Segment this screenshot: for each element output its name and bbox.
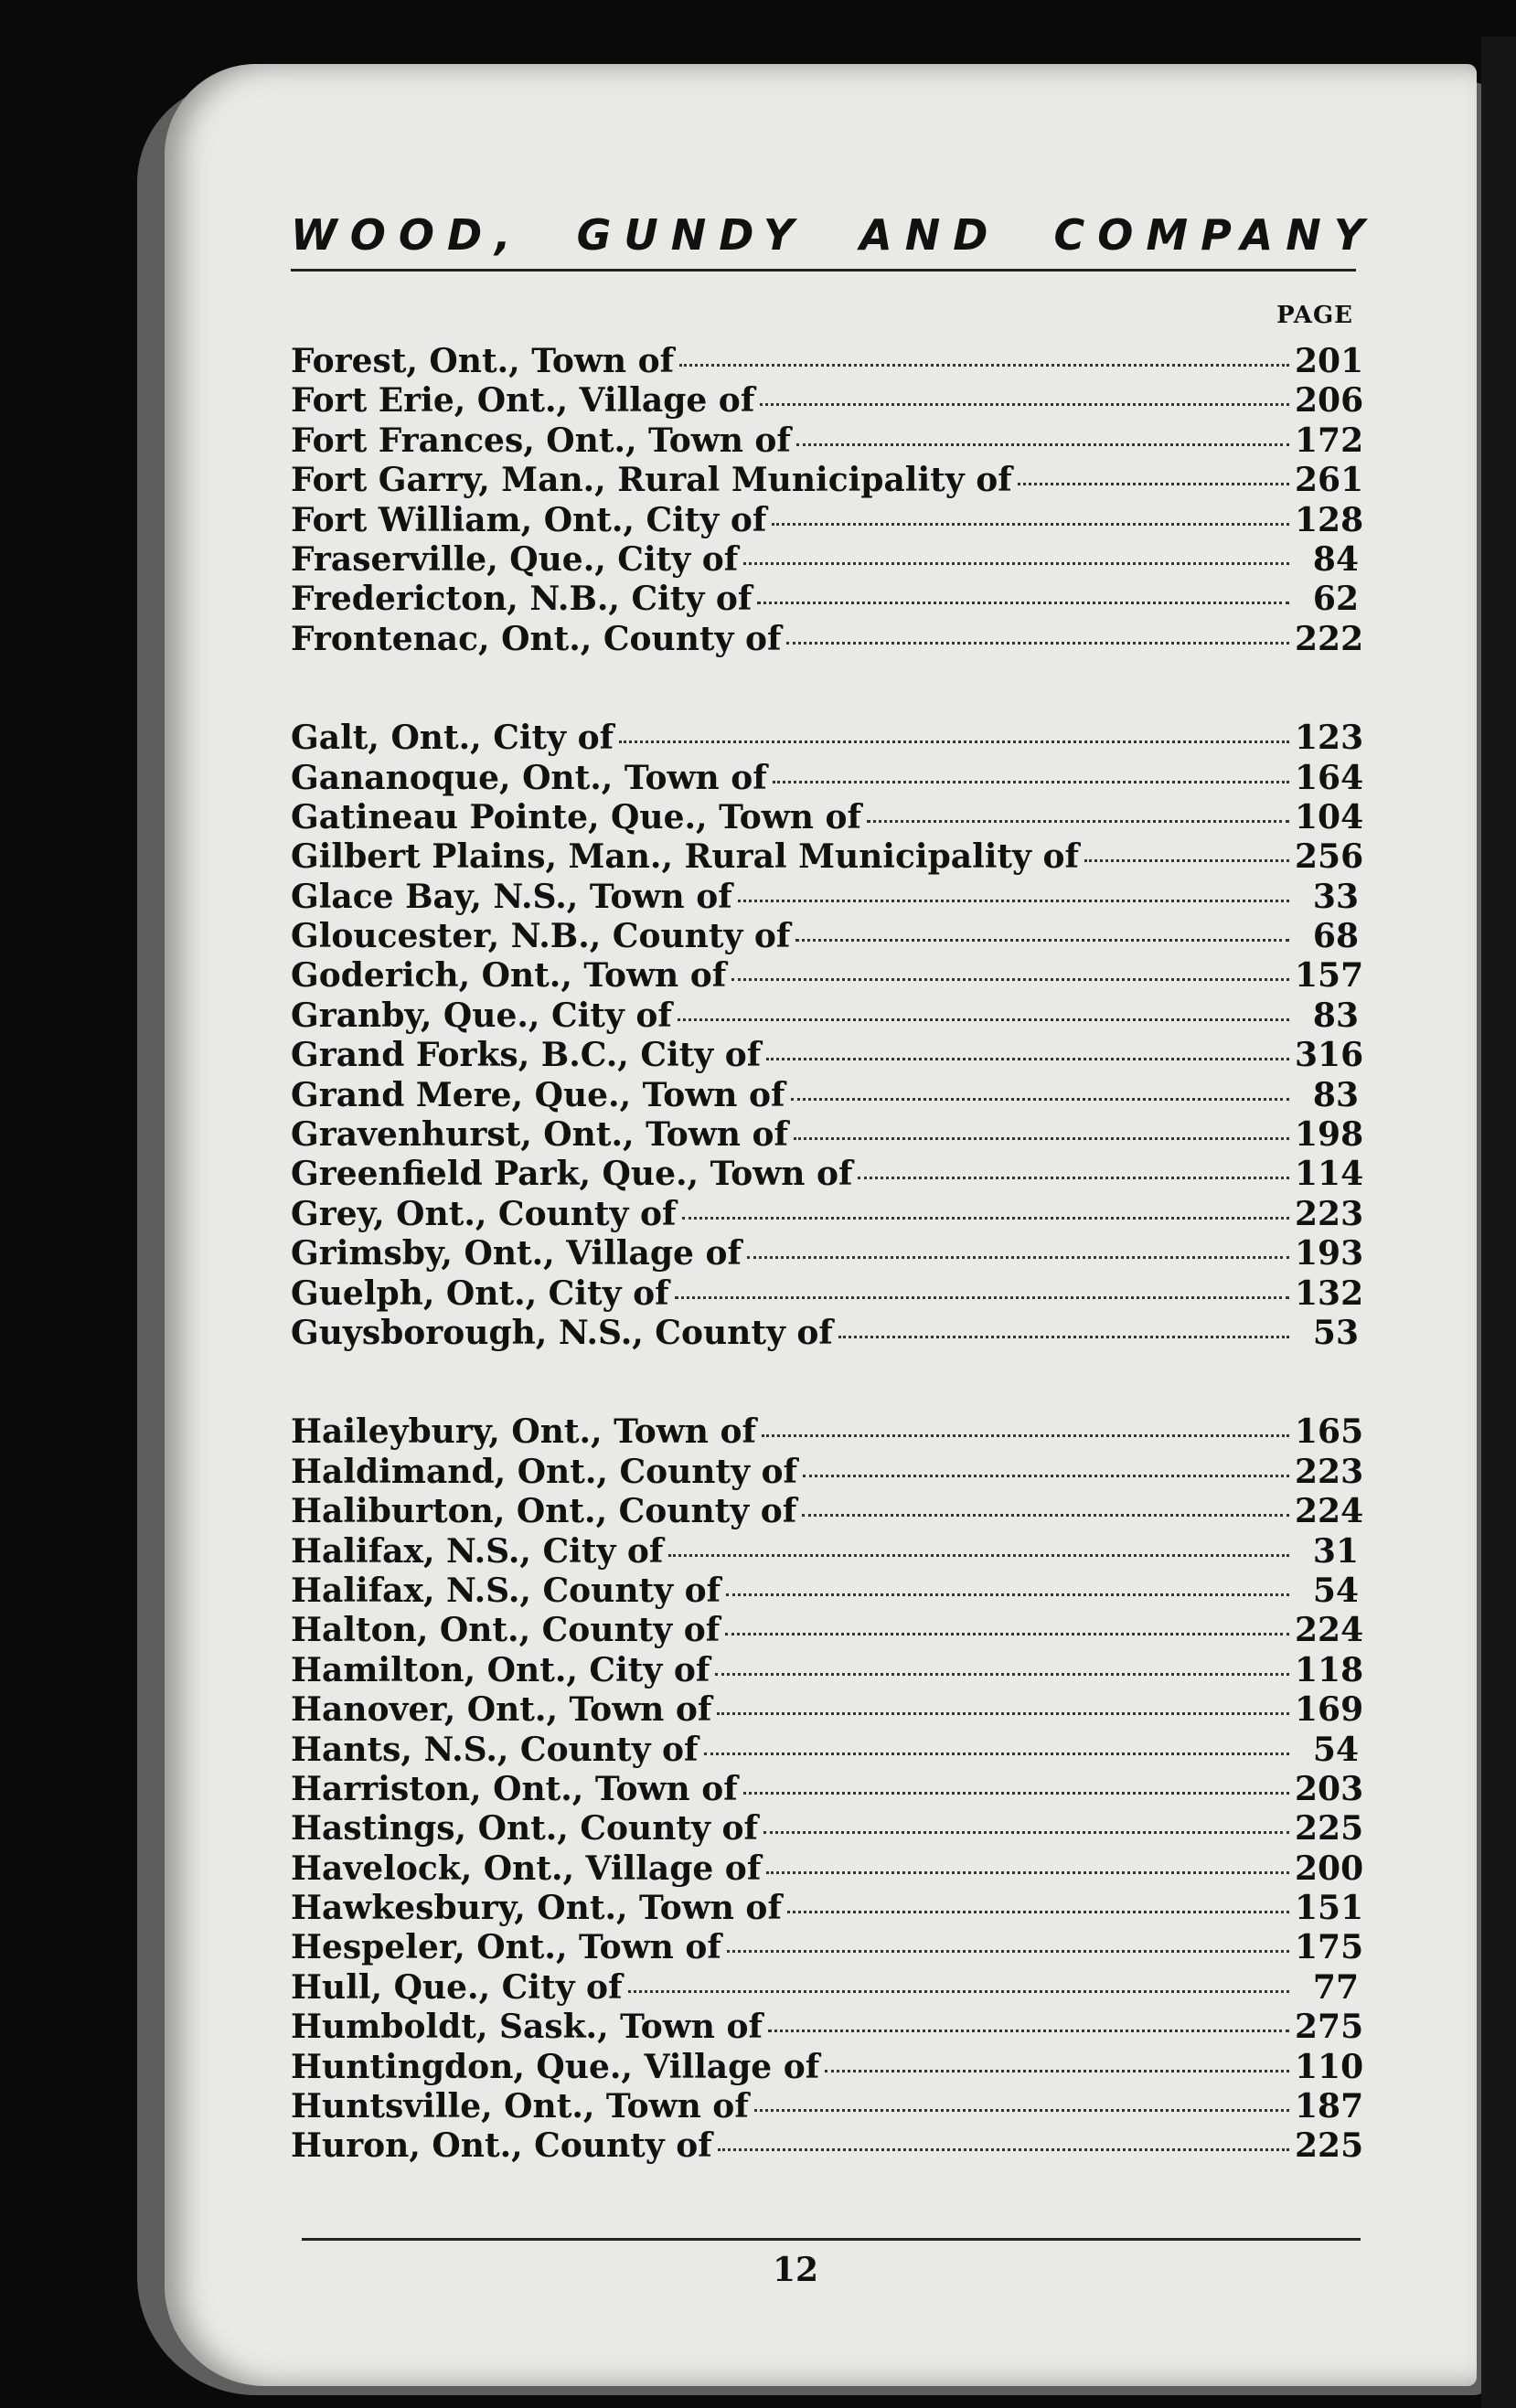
entry-page: 193 xyxy=(1295,1234,1364,1273)
leader-dots xyxy=(675,1295,1289,1299)
leader-dots xyxy=(628,1989,1289,1993)
index-entry xyxy=(291,580,1359,619)
leader-dots xyxy=(787,1910,1289,1913)
index-entry xyxy=(291,1809,1364,1849)
entry-name: Fort Garry, Man., Rural Municipality of xyxy=(291,461,1012,500)
leader-dots xyxy=(1018,482,1289,485)
page-header-title: WOOD, GUNDY AND COMPANY xyxy=(291,210,1377,260)
leader-dots xyxy=(791,1097,1289,1101)
leader-dots xyxy=(682,1216,1289,1220)
index-entry xyxy=(291,540,1359,580)
index-entry xyxy=(291,2087,1364,2126)
index-entry xyxy=(291,1650,1364,1690)
entry-page: 187 xyxy=(1295,2087,1364,2126)
index-entry xyxy=(291,758,1364,798)
index-entry xyxy=(291,2047,1364,2087)
leader-dots xyxy=(825,2069,1289,2072)
index-entry xyxy=(291,878,1359,917)
entry-name: Huntsville, Ont., Town of xyxy=(291,2087,749,2126)
entry-name: Halifax, N.S., County of xyxy=(291,1571,721,1610)
entry-page: 206 xyxy=(1295,381,1364,421)
leader-dots xyxy=(796,442,1289,446)
index-entry xyxy=(291,1234,1364,1273)
index-entry xyxy=(291,917,1359,956)
entry-name: Grimsby, Ont., Village of xyxy=(291,1234,742,1273)
index-entry xyxy=(291,1968,1359,2008)
entry-page: 118 xyxy=(1295,1650,1364,1689)
index-entry xyxy=(291,1273,1364,1314)
page-number: 12 xyxy=(772,2251,819,2289)
entry-name: Haldimand, Ont., County of xyxy=(291,1452,798,1491)
index-entry xyxy=(291,461,1364,500)
index-entry xyxy=(291,956,1364,996)
leader-dots xyxy=(858,1176,1289,1179)
index-entry xyxy=(291,719,1364,758)
entry-name: Fort Frances, Ont., Town of xyxy=(291,421,791,460)
entry-page: 128 xyxy=(1295,500,1364,539)
leader-dots xyxy=(731,977,1289,981)
entry-page: 203 xyxy=(1295,1769,1364,1808)
index-entry xyxy=(291,1076,1359,1115)
entry-page: 54 xyxy=(1312,1571,1359,1610)
entry-name: Forest, Ont., Town of xyxy=(291,342,675,380)
index-entry xyxy=(291,2008,1364,2047)
leader-dots xyxy=(760,402,1289,406)
entry-page: 54 xyxy=(1312,1730,1359,1769)
entry-name: Granby, Que., City of xyxy=(291,996,672,1035)
entry-name: Humboldt, Sask., Town of xyxy=(291,2008,763,2047)
entry-page: 275 xyxy=(1295,2008,1364,2047)
index-entry xyxy=(291,1731,1359,1770)
entry-name: Haileybury, Ont., Town of xyxy=(291,1412,756,1452)
entry-page: 53 xyxy=(1312,1313,1359,1352)
entry-name: Hawkesbury, Ont., Town of xyxy=(291,1889,782,1928)
entry-name: Grey, Ont., County of xyxy=(291,1194,677,1233)
index-entry xyxy=(291,619,1364,659)
entry-page: 222 xyxy=(1295,619,1364,658)
leader-dots xyxy=(704,1752,1289,1755)
entry-page: 104 xyxy=(1295,797,1364,836)
entry-page: 172 xyxy=(1295,421,1364,460)
index-entry xyxy=(291,1412,1364,1452)
entry-name: Hull, Que., City of xyxy=(291,1967,623,2007)
entry-page: 198 xyxy=(1295,1115,1364,1155)
leader-dots xyxy=(738,899,1289,902)
index-entry xyxy=(291,2126,1364,2166)
entry-page: 62 xyxy=(1312,580,1359,619)
index-group-g xyxy=(291,719,1364,1353)
leader-dots xyxy=(795,938,1289,942)
leader-dots xyxy=(763,1830,1289,1834)
entry-name: Huntingdon, Que., Village of xyxy=(291,2047,820,2086)
leader-dots xyxy=(726,1593,1289,1596)
leader-dots xyxy=(743,1791,1289,1795)
entry-name: Gloucester, N.B., County of xyxy=(291,917,791,956)
entry-name: Frontenac, Ont., County of xyxy=(291,619,782,658)
entry-name: Fort Erie, Ont., Village of xyxy=(291,381,755,421)
index-entry xyxy=(291,1155,1364,1194)
entry-page: 151 xyxy=(1295,1889,1364,1928)
entry-page: 157 xyxy=(1295,956,1364,996)
index-entry xyxy=(291,1532,1359,1572)
entry-name: Greenfield Park, Que., Town of xyxy=(291,1155,853,1194)
index-entry xyxy=(291,342,1364,381)
entry-page: 83 xyxy=(1312,996,1359,1035)
leader-dots xyxy=(717,1711,1289,1715)
entry-name: Gatineau Pointe, Que., Town of xyxy=(291,797,861,836)
page-column-label: PAGE xyxy=(1276,302,1353,329)
index-entry xyxy=(291,1889,1364,1928)
entry-page: 114 xyxy=(1295,1155,1364,1194)
entry-page: 224 xyxy=(1295,1492,1364,1531)
entry-name: Goderich, Ont., Town of xyxy=(291,956,727,996)
entry-page: 110 xyxy=(1295,2047,1364,2086)
entry-page: 225 xyxy=(1295,2126,1364,2166)
leader-dots xyxy=(802,1513,1289,1517)
entry-page: 31 xyxy=(1312,1531,1359,1571)
index-entry xyxy=(291,1314,1359,1353)
entry-name: Grand Mere, Que., Town of xyxy=(291,1075,785,1114)
entry-page: 123 xyxy=(1295,719,1364,758)
index-entry xyxy=(291,1611,1364,1650)
entry-name: Hamilton, Ont., City of xyxy=(291,1650,710,1689)
index-entry xyxy=(291,1036,1364,1075)
entry-name: Guelph, Ont., City of xyxy=(291,1273,669,1313)
entry-page: 165 xyxy=(1295,1412,1364,1452)
entry-page: 225 xyxy=(1295,1809,1364,1849)
entry-name: Hespeler, Ont., Town of xyxy=(291,1928,721,1967)
entry-page: 223 xyxy=(1295,1452,1364,1491)
entry-name: Fraserville, Que., City of xyxy=(291,539,739,579)
entry-name: Hanover, Ont., Town of xyxy=(291,1690,712,1730)
leader-dots xyxy=(668,1553,1289,1557)
leader-dots xyxy=(867,819,1289,823)
entry-name: Gravenhurst, Ont., Town of xyxy=(291,1115,788,1155)
entry-page: 261 xyxy=(1295,461,1364,500)
entry-name: Halton, Ont., County of xyxy=(291,1611,721,1650)
index-entry xyxy=(291,996,1359,1036)
leader-dots xyxy=(743,561,1289,565)
index-group-f xyxy=(291,342,1364,659)
book-spine xyxy=(1481,37,1516,2408)
entry-page: 256 xyxy=(1295,837,1364,877)
leader-dots xyxy=(768,2029,1289,2032)
entry-page: 200 xyxy=(1295,1849,1364,1888)
entry-name: Guysborough, N.S., County of xyxy=(291,1313,833,1352)
index-entry xyxy=(291,421,1364,461)
entry-page: 132 xyxy=(1295,1273,1364,1313)
entry-page: 77 xyxy=(1312,1967,1359,2007)
leader-dots xyxy=(803,1474,1289,1477)
index-entry xyxy=(291,1115,1364,1155)
entry-page: 83 xyxy=(1312,1075,1359,1114)
leader-dots xyxy=(794,1136,1289,1140)
index-entry xyxy=(291,797,1364,837)
leader-dots xyxy=(773,780,1289,783)
footer-rule xyxy=(302,2238,1361,2241)
leader-dots xyxy=(766,1057,1289,1060)
entry-page: 316 xyxy=(1295,1036,1364,1075)
leader-dots xyxy=(727,1949,1289,1953)
entry-name: Hastings, Ont., County of xyxy=(291,1809,758,1849)
entry-page: 175 xyxy=(1295,1928,1364,1967)
entry-page: 223 xyxy=(1295,1194,1364,1233)
leader-dots xyxy=(786,641,1289,645)
leader-dots xyxy=(1084,858,1289,862)
index-entries xyxy=(291,342,1364,2226)
index-entry xyxy=(291,1849,1364,1889)
leader-dots xyxy=(766,1870,1289,1874)
index-entry xyxy=(291,1572,1359,1611)
entry-name: Galt, Ont., City of xyxy=(291,719,614,758)
leader-dots xyxy=(754,2108,1289,2112)
entry-page: 164 xyxy=(1295,758,1364,797)
leader-dots xyxy=(762,1433,1289,1437)
entry-page: 201 xyxy=(1295,342,1364,380)
index-group-h xyxy=(291,1412,1364,2166)
leader-dots xyxy=(757,601,1289,604)
entry-name: Gilbert Plains, Man., Rural Municipality of xyxy=(291,837,1079,877)
entry-name: Havelock, Ont., Village of xyxy=(291,1849,762,1888)
index-entry xyxy=(291,1928,1364,1967)
entry-name: Huron, Ont., County of xyxy=(291,2126,712,2166)
entry-name: Hants, N.S., County of xyxy=(291,1730,699,1769)
index-entry xyxy=(291,1769,1364,1809)
leader-dots xyxy=(838,1335,1289,1338)
entry-page: 68 xyxy=(1312,917,1359,956)
index-entry xyxy=(291,1690,1364,1730)
entry-name: Glace Bay, N.S., Town of xyxy=(291,877,732,916)
entry-name: Haliburton, Ont., County of xyxy=(291,1492,797,1531)
entry-name: Fredericton, N.B., City of xyxy=(291,580,753,619)
index-entry xyxy=(291,837,1364,877)
entry-name: Harriston, Ont., Town of xyxy=(291,1769,738,1808)
entry-page: 169 xyxy=(1295,1690,1364,1730)
index-entry xyxy=(291,1452,1364,1492)
entry-name: Grand Forks, B.C., City of xyxy=(291,1036,762,1075)
entry-name: Gananoque, Ont., Town of xyxy=(291,758,767,797)
leader-dots xyxy=(747,1255,1289,1259)
entry-page: 33 xyxy=(1312,877,1359,916)
index-entry xyxy=(291,1194,1364,1234)
index-entry xyxy=(291,1492,1364,1531)
leader-dots xyxy=(725,1632,1289,1636)
entry-name: Fort William, Ont., City of xyxy=(291,500,767,539)
leader-dots xyxy=(619,740,1289,743)
entry-page: 84 xyxy=(1312,539,1359,579)
index-entry xyxy=(291,381,1364,421)
header-rule xyxy=(291,269,1356,272)
index-entry xyxy=(291,500,1364,540)
leader-dots xyxy=(718,2147,1289,2151)
leader-dots xyxy=(679,363,1289,367)
leader-dots xyxy=(715,1672,1289,1676)
leader-dots xyxy=(772,522,1289,526)
entry-page: 224 xyxy=(1295,1611,1364,1650)
entry-name: Halifax, N.S., City of xyxy=(291,1531,664,1571)
leader-dots xyxy=(678,1018,1289,1021)
